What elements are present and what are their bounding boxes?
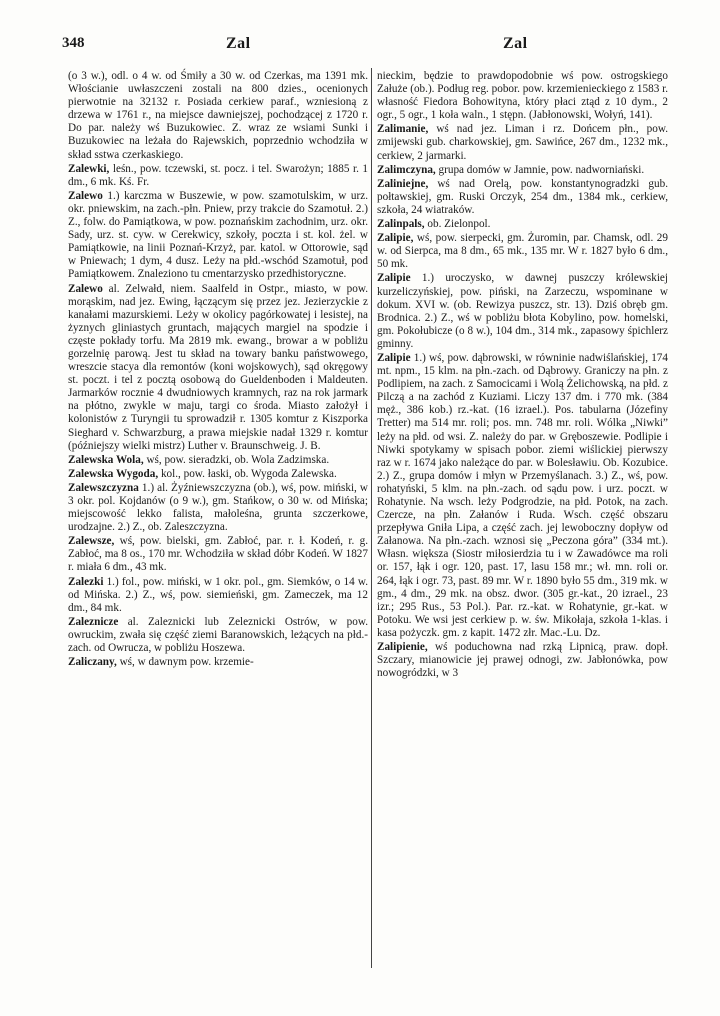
dictionary-entry (68, 482, 368, 534)
entry-text: nieckim, będzie to prawdopodobnie wś pow. ostrogskiego Załuże (ob.). Podług reg. pobor. pow. krzemienieckiego z 1583 r. własność Fiedora Bohowityna, który płaci ztąd z 10 dym., 2 ogr., 5 ogr., 1 koła waln., 1 stępn. (Jabłonowski, Wołyń, 141). (377, 70, 668, 122)
dictionary-entry (68, 576, 368, 615)
entry-text: ob. Zielonpol. (427, 218, 491, 231)
dictionary-entry (377, 352, 668, 640)
page-number: 348 (62, 35, 85, 51)
entry-headword: Zalipie (377, 272, 411, 285)
entry-headword: Zalewki, (68, 162, 110, 175)
entry-text: 1.) karczma w Buszewie, w pow. szamotulskim, w urz. okr. pniewskim, na zach.-płn. Pniew, przy trakcie do Szamotuł. 2.) Z., folw. do Pamiątkowa, w pow. poznańskim zachodnim, urz. okr. Sady, urz. st. cyw. w Cerekwicy, szkoły, poczta i st. kol. żel. w Pamiątkowie, na linii Poznań-Krzyż, par. katol. w Ottorowie, sąd w Pniewach; 1 dym, 4 dusz. Leży na płd.-wschód Szamotuł, pod Pamiątkowem. Znaleziono tu cmentarzysko przedhistoryczne. (68, 189, 368, 281)
dictionary-entry (377, 272, 668, 351)
dictionary-entry (68, 70, 368, 162)
dictionary-entry (377, 123, 668, 162)
dictionary-entry (68, 190, 368, 282)
running-head-left: Zal (226, 35, 251, 52)
entry-text: wś poduchowna nad rzką Lipnicą, praw. dopł. Szczary, mianowicie jej prawej odnogi, zw. Jabłonówka, pow nowogródzki, w 3 (377, 641, 669, 680)
entry-text: wś nad jez. Liman i rz. Dońcem płn., pow. zmijewski gub. charkowskiej, gm. Sawińce, 267 dm., 1232 mk., cerkiew, 2 jarmarki. (377, 123, 668, 162)
right-column (377, 70, 668, 681)
entry-text: kol., pow. łaski, ob. Wygoda Zalewska. (160, 467, 337, 480)
entry-headword: Zalewska Wola, (68, 453, 144, 466)
entry-text: grupa domów w Jamnie, pow. nadworniański. (438, 163, 645, 176)
dictionary-entry (377, 178, 668, 217)
dictionary-entry (68, 163, 368, 189)
entry-text: 1.) fol., pow. miński, w 1 okr. pol., gm. Siemków, o 14 w. od Mińska. 2.) Z., wś, pow. siemieński, gm. Zameczek, ma 12 dm., 84 mk. (68, 575, 368, 614)
entry-text: wś, pow. sierpecki, gm. Żuromin, par. Chamsk, odl. 29 w. od Sierpca, ma 8 dm., 65 mk., 135 mr. W r. 1827 było 6 dm., 50 mk. (377, 232, 668, 271)
entry-headword: Zalipie (377, 351, 411, 364)
dictionary-entry (377, 70, 668, 122)
entry-headword: Zalewo (68, 189, 103, 202)
entry-headword: Zaliniejne, (377, 177, 429, 190)
dictionary-entry (68, 616, 368, 655)
dictionary-entry (377, 218, 668, 231)
entry-headword: Zaleznicze (68, 615, 119, 628)
entry-headword: Zalewska Wygoda, (68, 467, 159, 480)
entry-text: 1.) al. Żyźniewszczyzna (ob.), wś, pow. miński, w 3 okr. pol. Kojdanów (o 9 w.), gm. Stańkow, o 30 w. od Mińska; miejscowość lekko falista, małoleśna, grunta szczerkowe, urodzajne. 2.) Z., ob. Zaleszczyzna. (68, 481, 369, 534)
entry-text: wś nad Orelą, pow. konstantynogradzki gub. połtawskiej, gm. Ruski Orczyk, 254 dm., 1384 mk., cerkiew, szkoła, 24 wiatraków. (377, 177, 668, 216)
dictionary-entry (68, 454, 368, 467)
entry-headword: Zalimczyna, (377, 163, 436, 176)
entry-text: al. Zaleznicki lub Zeleznicki Ostrów, w pow. owruckim, zwała się część ziemi Baranowskich, leżących na płd.-zach. od Owrucza, w pobliżu Hoszewa. (68, 615, 369, 655)
entry-headword: Zalipienie, (377, 641, 428, 654)
dictionary-entry (377, 641, 668, 680)
dictionary-entry (68, 468, 368, 481)
entry-headword: Zalimanie, (377, 123, 429, 136)
dictionary-entry (68, 283, 368, 453)
entry-headword: Zalezki (68, 575, 104, 588)
entry-text: 1.) wś, pow. dąbrowski, w równinie nadwiślańskiej, 174 mt. npm., 15 klm. na płn.-zach. od Dąbrowy. Graniczy na płn. z Podlipiem, na zach. z Samocicami i Wolą Żelichowską, na płd. z Pilczą a na zachód z Kuziami. Liczy 137 dm. i 770 mk. (384 męż., 386 kob.) rz.-kat. (16 izrael.). Pos. tabularna (Józefiny Tretter) ma 514 mr. roli; pos. mn. 748 mr. roli. Wólka „Niwki” leży na płd. od wsi. Z. należy do par. w Gręboszewie. Podlipie i Niwki spotykamy w spisach pobor. ziemi wiślickiej pierwszy raz w r. 1674 jako należące do par. w Bolesławiu. Ob. Kozubice. 2.) Z., grupa domów i młyn w Przemyślanach. 3.) Z., wś, pow. rohatyński, 5 klm. na płn.-zach. od sądu pow. i urz. poczt. w Rohatynie. Na wsch. leży Podgrodzie, na płd. Potok, na zach. Czercze, na płn. Załanów i Ruda. Wsch. część obszaru przepływa Gniła Lipa, a część zach. jej lewoboczny dopływ od Załanowa. Na płn.-zach. wznosi się „Peczona góra” (334 mt.). Własn. większa (Siostr miłosierdzia tu i w Zawadówce ma roli or. 157, łąk i ogr. 120, past. 17, lasu 158 mr.; wł. mn. roli or. 264, łąk i ogr. 73, past. 89 mr. W r. 1890 było 55 dm., 319 mk. w gm., 4 dm., 29 mk. na obsz. dwor. (305 gr.-kat., 20 izrael., 23 izr.; 295 Rus., 53 Pol.). Par. rz.-kat. w Rohatynie, gr.-kat. w Potoku. We wsi jest cerkiew p. w. św. Mikołaja, szkoła 1-klas. i kasa pożyczk. gm. z kapit. 1472 złr. Mac.-Lu. Dz. (377, 351, 668, 639)
entry-headword: Zaliczany, (68, 656, 117, 669)
entry-text: wś, pow. sieradzki, ob. Wola Zadzimska. (146, 453, 330, 466)
dictionary-entry (68, 656, 368, 669)
entry-text: al. Zelwałd, niem. Saalfeld in Ostpr., miasto, w pow. morąskim, nad jez. Ewing, łączącym się przez jez. Jezierzyckie z kanałami mazurskiemi. Leży w okolicy pagórkowatej i lesistej, na żyznych gliniastych gruntach, mających margiel na spodzie i częste pokłady torfu. Ma 2819 mk. ewang., browar a w pobliżu gorzelnię parową. Jest tu skład na towary banku państwowego, wreszcie stacya dla remontów (koni wojskowych), sąd okręgowy st. poczt. i tel z pocztą osobową do Gueldenboden i Maldeuten. Jarmarków rocznie 4 dwudniowych kramnych, raz na rok jarmark na płótno, zwykle w maju, targi co środa. Miasto założył i kolonistów z Turyngii tu sprowadził r. 1305 komtur z Kiszporka Sieghard v. Schwarzburg, a prawa miejskie nadał 1329 r. komtur (późniejszy wielki mistrz) Luther v. Braunschweig. J. B. (68, 282, 368, 452)
dictionary-entry (377, 164, 668, 177)
entry-headword: Zalipie, (377, 232, 414, 245)
entry-text: wś, pow. bielski, gm. Zabłoć, par. r. ł. Kodeń, r. g. Zabłoć, ma 8 os., 170 mr. Wchodziła w skład dóbr Kodeń. W 1827 r. miała 6 dm., 43 mk. (68, 535, 368, 574)
entry-text: 1.) uroczysko, w dawnej puszczy królewskiej kurzeliczyńskiej, pow. piński, na Zarzeczu, wspominane w dokum. XVI w. (ob. Rewizya puszcz, str. 13). Dziś obręb gm. Brodnica. 2.) Z., wś w pobliżu błota Kobylino, pow. homelski, gm. Pokołubicze (o 8 w.), 104 dm., 314 mk., zapasowy śpichlerz gminny. (377, 272, 668, 350)
column-divider (371, 68, 372, 968)
entry-text: (o 3 w.), odl. o 4 w. od Śmiły a 30 w. od Czerkas, ma 1391 mk. Włościanie uwłaszczeni zostali na 800 dzies., ocenionych pierwotnie na 32132 r. Posiada cerkiew paraf., wzniesioną z drzewa w 1761 r., na miejsce dawniejszej, pochodzącej z 1720 r. Do par. należy wś Buzukowiec. Z. wraz ze wsiami Sunki i Buzukowiec na leżała do Rajewskich, poprzednio wchodziła w skład sstwa czerkaskiego. (68, 70, 368, 161)
entry-text: leśn., pow. tczewski, st. pocz. i tel. Swarożyn; 1885 r. 1 dm., 6 mk. Kś. Fr. (68, 162, 369, 188)
left-column (68, 70, 368, 670)
entry-headword: Zalewo (68, 282, 103, 295)
entry-text: wś, w dawnym pow. krzemie- (119, 656, 254, 669)
entry-headword: Zalinpals, (377, 218, 425, 231)
entry-headword: Zalewszczyzna (68, 481, 139, 494)
entry-headword: Zalewsze, (68, 535, 115, 548)
running-head-right: Zal (503, 35, 528, 52)
dictionary-entry (377, 232, 668, 271)
dictionary-entry (68, 535, 368, 574)
